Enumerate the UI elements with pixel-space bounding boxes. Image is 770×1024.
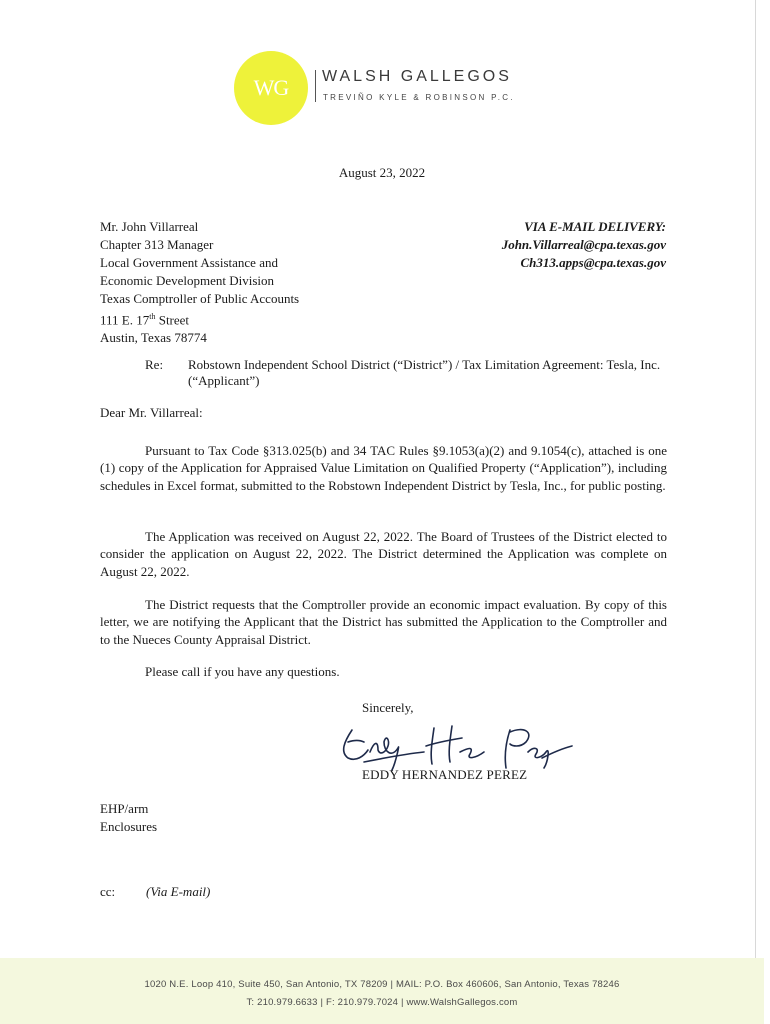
reference-initials: [100, 800, 157, 836]
subject-text: Robstown Independent School District (“District”) / Tax Limitation Agreement: Tesla, Inc. (“Applicant”): [188, 357, 661, 388]
letterhead-footer: [0, 958, 764, 1024]
page-edge: [755, 0, 756, 1024]
body-paragraph: The District requests that the Comptroller provide an economic impact evaluation. By copy of this letter, we are notifying the Applicant that the District has submitted the Application to the Comptroller and to the Nueces County Appraisal District.: [100, 597, 667, 647]
logo-divider: [315, 70, 316, 102]
handwritten-signature: [334, 712, 574, 774]
subject-label: Re:: [145, 357, 164, 372]
signer-name: EDDY HERNANDEZ PEREZ: [362, 767, 528, 782]
body-paragraph: The Application was received on August 22, 2022. The Board of Trustees of the District elected to consider the application on August 22, 2022. The District determined the Application was complete on August 22, 2022.: [100, 529, 667, 579]
logo-mark: WG: [253, 75, 289, 100]
letter-date: August 23, 2022: [338, 165, 426, 180]
cc-label: cc:: [100, 884, 116, 899]
delivery-email-2[interactable]: Ch313.apps@cpa.texas.gov: [520, 255, 666, 270]
recipient-line4: Economic Development Division: [100, 273, 275, 288]
typist-initials: EHP/arm: [100, 801, 149, 816]
firm-name: WALSH GALLEGOS: [322, 68, 512, 85]
footer-address: 1020 N.E. Loop 410, Suite 450, San Antonio, TX 78209 | MAIL: P.O. Box 460606, San Antonio, Texas 78246: [144, 979, 620, 990]
recipient-address: [100, 218, 299, 347]
body-paragraph: Please call if you have any questions.: [145, 664, 340, 679]
delivery-block: [502, 218, 666, 272]
firm-subtitle: TREVIÑO KYLE & ROBINSON P.C.: [323, 93, 515, 102]
body-paragraph: Pursuant to Tax Code §313.025(b) and 34 TAC Rules §9.1053(a)(2) and 9.1054(c), attached is one (1) copy of the Application for Appraised Value Limitation on Qualified Property (“Application”), including schedules in Excel format, submitted to the Robstown Independent District by Tesla, Inc., for public posting.: [100, 443, 667, 493]
closing-phrase: Sincerely,: [362, 700, 414, 715]
recipient-city: Austin, Texas 78774: [100, 330, 207, 346]
delivery-label: VIA E-MAIL DELIVERY:: [524, 219, 666, 234]
cc-value: (Via E-mail): [146, 884, 211, 899]
delivery-email-1[interactable]: John.Villarreal@cpa.texas.gov: [501, 237, 666, 252]
recipient-street: 111 E. 17th Street: [100, 312, 190, 328]
enclosures-note: Enclosures: [100, 819, 158, 834]
recipient-title: Chapter 313 Manager: [100, 237, 214, 252]
footer-contact: T: 210.979.6633 | F: 210.979.7024 | www.WalshGallegos.com: [246, 997, 518, 1008]
firm-logo: [234, 51, 308, 125]
recipient-name: Mr. John Villarreal: [100, 219, 199, 234]
salutation: Dear Mr. Villarreal:: [100, 405, 203, 420]
recipient-line5: Texas Comptroller of Public Accounts: [100, 291, 300, 306]
recipient-line3: Local Government Assistance and: [100, 255, 278, 270]
